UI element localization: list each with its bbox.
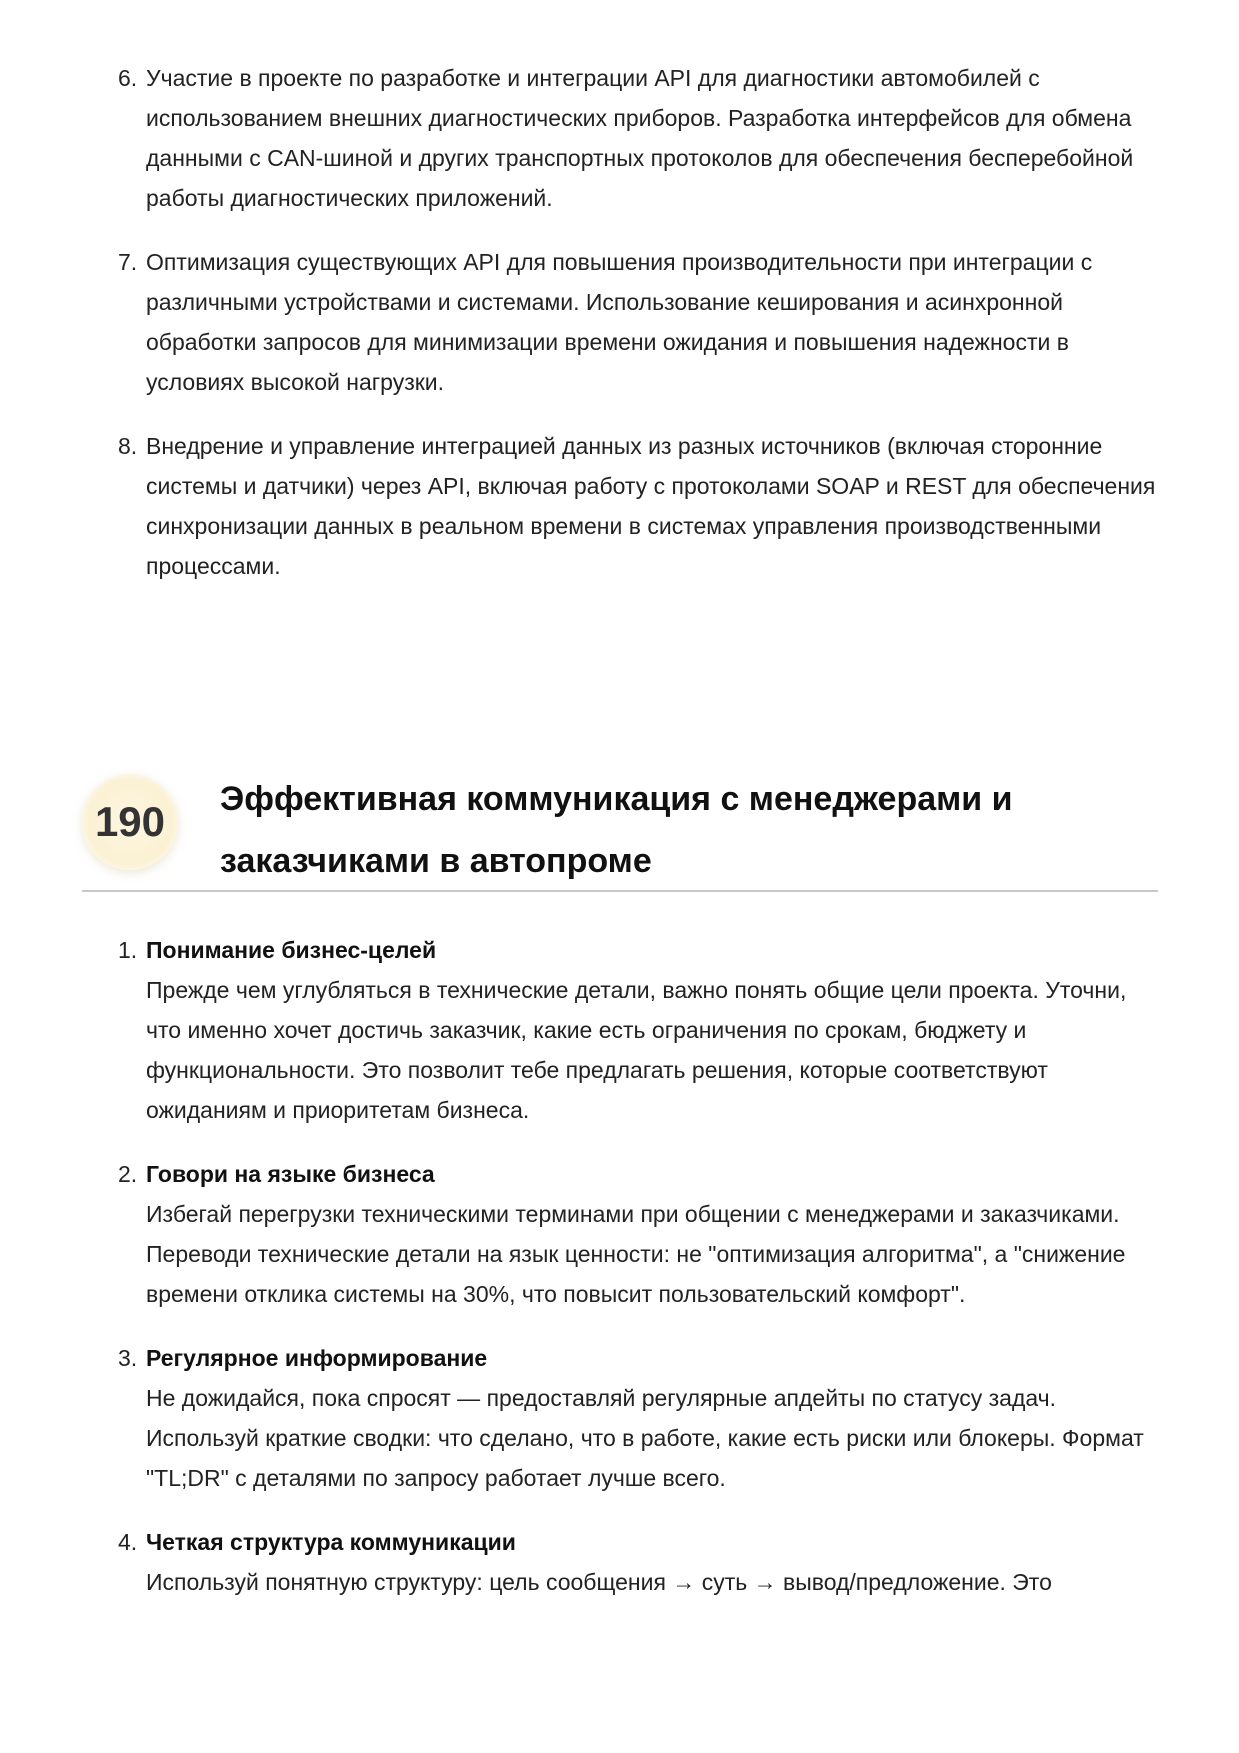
list-item bbox=[118, 242, 1158, 402]
list-item-body: Избегай перегрузки техническими терминами при общении с менеджерами и заказчиками. Переводи технические детали на язык ценности: не "оптимизация алгоритма", а "снижение времени отклика системы на 30%, что повысит пользовательский комфорт". bbox=[146, 1201, 1126, 1307]
section-title-line-2: заказчиками в автопроме bbox=[220, 842, 652, 880]
list-item-number: 8. bbox=[118, 433, 138, 459]
list-item bbox=[118, 1338, 1158, 1498]
section-number-badge: 190 bbox=[82, 774, 178, 870]
list-item-number: 2. bbox=[118, 1161, 138, 1187]
list-item bbox=[118, 930, 1158, 1130]
list-item bbox=[118, 58, 1158, 218]
section-title bbox=[220, 768, 1120, 892]
continued-numbered-list bbox=[118, 58, 1158, 610]
list-item-number: 4. bbox=[118, 1529, 138, 1555]
list-item-number: 6. bbox=[118, 65, 138, 91]
list-item-number: 1. bbox=[118, 937, 138, 963]
section-header bbox=[82, 768, 1158, 892]
list-item-title: Регулярное информирование bbox=[146, 1345, 488, 1371]
list-item-title: Четкая структура коммуникации bbox=[146, 1529, 516, 1555]
list-item-body: Прежде чем углубляться в технические детали, важно понять общие цели проекта. Уточни, что именно хочет достичь заказчик, какие есть ограничения по срокам, бюджету и функциональности. Это позволит тебе предлагать решения, которые соответствуют ожиданиям и приоритетам бизнеса. bbox=[146, 977, 1127, 1123]
list-item bbox=[118, 426, 1158, 586]
list-item bbox=[118, 1522, 1158, 1602]
list-item-body: Используй понятную структуру: цель сообщения → суть → вывод/предложение. Это bbox=[146, 1569, 1052, 1595]
list-item-text: Внедрение и управление интеграцией данных из разных источников (включая сторонние системы и датчики) через API, включая работу с протоколами SOAP и REST для обеспечения синхронизации данных в реальном времени в системах управления производственными процессами. bbox=[146, 433, 1156, 579]
list-item-title: Понимание бизнес-целей bbox=[146, 937, 437, 963]
list-item bbox=[118, 1154, 1158, 1314]
list-item-number: 3. bbox=[118, 1345, 138, 1371]
section-numbered-list bbox=[118, 930, 1158, 1626]
list-item-number: 7. bbox=[118, 249, 138, 275]
list-item-text: Участие в проекте по разработке и интеграции API для диагностики автомобилей с использованием внешних диагностических приборов. Разработка интерфейсов для обмена данными с CAN-шиной и других транспортных протоколов для обеспечения бесперебойной работы диагностических приложений. bbox=[146, 65, 1134, 211]
list-item-body: Не дожидайся, пока спросят — предоставляй регулярные апдейты по статусу задач. Используй краткие сводки: что сделано, что в работе, какие есть риски или блокеры. Формат "TL;DR" с деталями по запросу работает лучше всего. bbox=[146, 1385, 1144, 1491]
section-title-line-1: Эффективная коммуникация с менеджерами и bbox=[220, 780, 1013, 818]
list-item-title: Говори на языке бизнеса bbox=[146, 1161, 435, 1187]
list-item-text: Оптимизация существующих API для повышения производительности при интеграции с различными устройствами и системами. Использование кеширования и асинхронной обработки запросов для минимизации времени ожидания и повышения надежности в условиях высокой нагрузки. bbox=[146, 249, 1093, 395]
